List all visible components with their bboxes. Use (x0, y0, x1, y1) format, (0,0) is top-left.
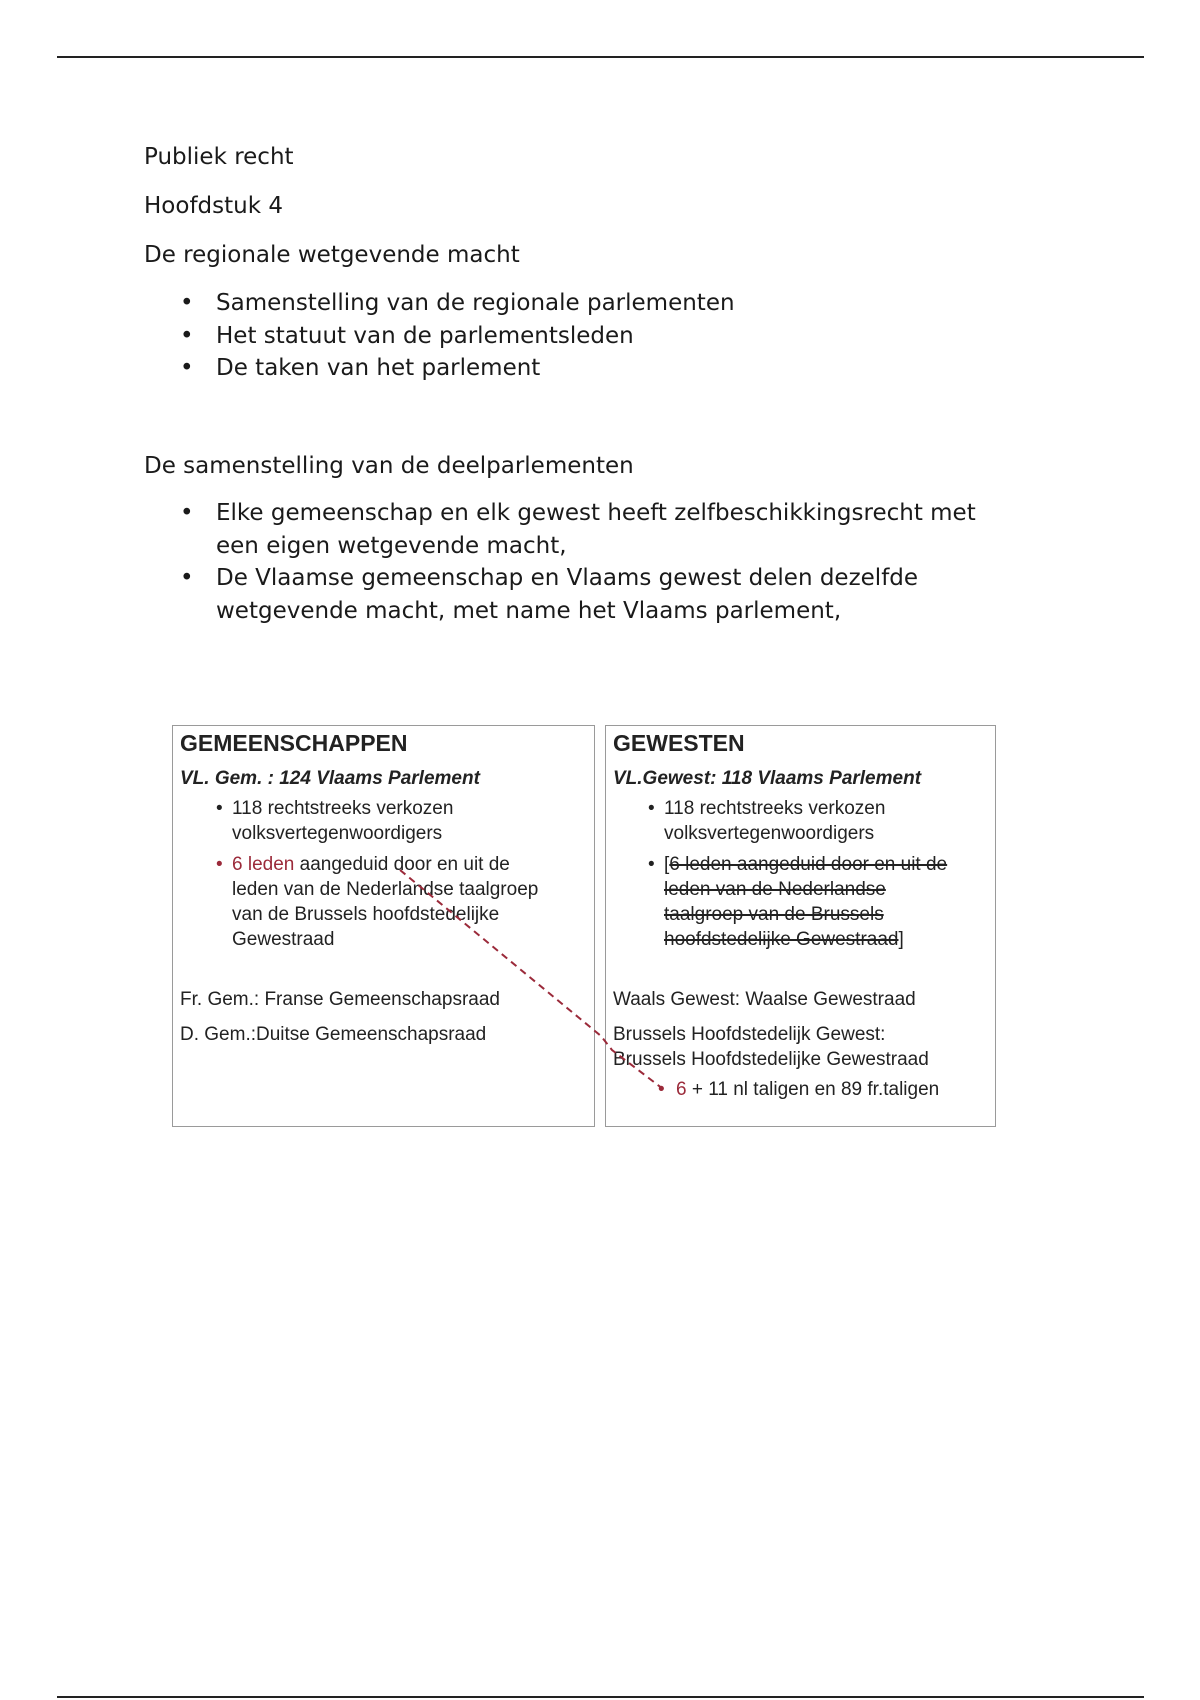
chapter-heading: De regionale wetgevende macht (144, 242, 520, 268)
d-gem-text: D. Gem.:Duitse Gemeenschapsraad (180, 1024, 487, 1045)
chapter-title: Hoofdstuk 4 (144, 193, 283, 219)
list-item: • Het statuut van de parlementsleden (180, 322, 634, 349)
section-heading: De samenstelling van de deelparlementen (144, 453, 634, 479)
list-item: • [6 leden aangeduid door en uit de leden van de Nederlandse taalgroep van de Brussels hoofdstedelijke Gewestraad] (648, 854, 948, 950)
struck-text: 6 leden aangeduid door en uit de (669, 854, 948, 875)
list-item: • Elke gemeenschap en elk gewest heeft zelfbeschikkingsrecht met een eigen wetgevende macht, (180, 500, 976, 559)
list-item: • 6 + 11 nl taligen en 89 fr.taligen (658, 1079, 940, 1100)
gemeenschappen-box (172, 725, 595, 1127)
gewesten-box (605, 725, 996, 1127)
list-item: • 118 rechtstreeks verkozen volksvertegenwoordigers (216, 798, 454, 844)
list-item: • 118 rechtstreeks verkozen volksvertegenwoordigers (648, 798, 886, 844)
brussels-gewestraad-text: Brussels Hoofdstedelijke Gewestraad (613, 1049, 929, 1070)
box-subtitle: VL. Gem. : 124 Vlaams Parlement (180, 768, 480, 789)
fr-gem-text: Fr. Gem.: Franse Gemeenschapsraad (180, 989, 500, 1010)
section-list (144, 497, 976, 627)
outline-list (144, 287, 735, 385)
box-title: GEWESTEN (613, 730, 745, 756)
brussels-gewest-text: Brussels Hoofdstedelijk Gewest: (613, 1024, 886, 1045)
course-title: Publiek recht (144, 144, 294, 170)
waals-gewest-text: Waals Gewest: Waalse Gewestraad (613, 989, 916, 1010)
list-item: • De Vlaamse gemeenschap en Vlaams gewest delen dezelfde wetgevende macht, met name het Vlaams parlement, (180, 565, 919, 624)
box-subtitle: VL.Gewest: 118 Vlaams Parlement (613, 768, 922, 789)
top-rule (57, 56, 1144, 58)
bottom-rule (57, 1696, 1144, 1698)
list-item: • 6 leden aangeduid door en uit de leden van de Nederlandse taalgroep van de Brussels hoofdstedelijke Gewestraad (216, 854, 539, 950)
list-item: • Samenstelling van de regionale parlementen (180, 290, 735, 316)
box-title: GEMEENSCHAPPEN (180, 730, 408, 756)
highlight-text: 6 (676, 1079, 687, 1100)
highlight-text: 6 leden (232, 854, 295, 875)
list-item: • De taken van het parlement (180, 355, 541, 381)
